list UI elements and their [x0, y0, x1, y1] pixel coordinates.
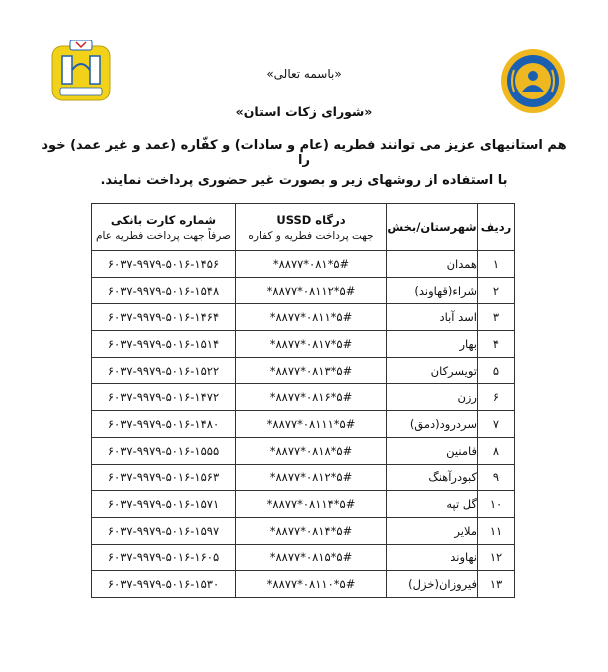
row-number: ۸: [478, 437, 515, 464]
row-number: ۱: [478, 251, 515, 278]
row-number: ۶: [478, 384, 515, 411]
row-number: ۵: [478, 357, 515, 384]
table-row: [92, 251, 515, 278]
card-number: ۶۰۳۷-۹۹۷۹-۵۰۱۶-۱۵۹۷: [92, 517, 236, 544]
table-row: [92, 277, 515, 304]
ussd-code: *۸۸۷۷*۰۸۱۱*۵#: [236, 304, 387, 331]
table-row: [92, 517, 515, 544]
row-number: ۷: [478, 411, 515, 438]
table-row: [92, 331, 515, 358]
header-card-subtitle: صرفاً جهت پرداخت فطریه عام: [96, 229, 231, 242]
row-number: ۴: [478, 331, 515, 358]
city-name: همدان: [387, 251, 478, 278]
row-number: ۱۲: [478, 544, 515, 571]
table-row: [92, 544, 515, 571]
card-number: ۶۰۳۷-۹۹۷۹-۵۰۱۶-۱۵۶۳: [92, 464, 236, 491]
header-city-label: شهرستان/بخش: [387, 220, 477, 234]
ussd-code: *۸۸۷۷*۰۸۱*۵#: [236, 251, 387, 278]
card-number: ۶۰۳۷-۹۹۷۹-۵۰۱۶-۱۵۷۱: [92, 491, 236, 518]
payment-table: [91, 203, 515, 598]
city-name: نهاوند: [387, 544, 478, 571]
row-number: ۹: [478, 464, 515, 491]
intro-line-1: هم استانیهای عزیز می توانند فطریه (عام و سادات) و کفّاره (عمد و غیر عمد) خود را: [41, 138, 567, 168]
header-row-number: [478, 204, 515, 251]
row-number: ۱۰: [478, 491, 515, 518]
bismillah-heading: «باسمه تعالی»: [266, 67, 342, 81]
row-number: ۱۳: [478, 571, 515, 598]
ussd-code: *۸۸۷۷*۰۸۱۱۱*۵#: [236, 411, 387, 438]
intro-line-2: با استفاده از روشهای زیر و بصورت غیر حضوری پرداخت نمایند.: [100, 173, 508, 188]
city-name: فیروزان(خزل): [387, 571, 478, 598]
table-row: [92, 464, 515, 491]
table-row: [92, 384, 515, 411]
city-name: اسد آباد: [387, 304, 478, 331]
table-row: [92, 304, 515, 331]
city-name: بهار: [387, 331, 478, 358]
header-ussd-subtitle: جهت پرداخت فطریه و کفاره: [248, 229, 374, 242]
card-number: ۶۰۳۷-۹۹۷۹-۵۰۱۶-۱۴۵۶: [92, 251, 236, 278]
card-number: ۶۰۳۷-۹۹۷۹-۵۰۱۶-۱۴۷۲: [92, 384, 236, 411]
card-number: ۶۰۳۷-۹۹۷۹-۵۰۱۶-۱۶۰۵: [92, 544, 236, 571]
card-number: ۶۰۳۷-۹۹۷۹-۵۰۱۶-۱۵۴۸: [92, 277, 236, 304]
row-number: ۲: [478, 277, 515, 304]
city-name: سردرود(دمق): [387, 411, 478, 438]
card-number: ۶۰۳۷-۹۹۷۹-۵۰۱۶-۱۵۲۲: [92, 357, 236, 384]
city-name: تویسرکان: [387, 357, 478, 384]
city-name: فامنین: [387, 437, 478, 464]
city-name: ملایر: [387, 517, 478, 544]
table-row: [92, 491, 515, 518]
ussd-code: *۸۸۷۷*۰۸۱۵*۵#: [236, 544, 387, 571]
row-number: ۱۱: [478, 517, 515, 544]
table-header-row: [92, 204, 515, 251]
ussd-code: *۸۸۷۷*۰۸۱۸*۵#: [236, 437, 387, 464]
card-number: ۶۰۳۷-۹۹۷۹-۵۰۱۶-۱۴۶۴: [92, 304, 236, 331]
card-number: ۶۰۳۷-۹۹۷۹-۵۰۱۶-۱۴۸۰: [92, 411, 236, 438]
ussd-code: *۸۸۷۷*۰۸۱۱۰*۵#: [236, 571, 387, 598]
card-number: ۶۰۳۷-۹۹۷۹-۵۰۱۶-۱۵۳۰: [92, 571, 236, 598]
ussd-code: *۸۸۷۷*۰۸۱۷*۵#: [236, 331, 387, 358]
ussd-code: *۸۸۷۷*۰۸۱۶*۵#: [236, 384, 387, 411]
ussd-code: *۸۸۷۷*۰۸۱۱۴*۵#: [236, 491, 387, 518]
city-name: رزن: [387, 384, 478, 411]
ussd-code: *۸۸۷۷*۰۸۱۳*۵#: [236, 357, 387, 384]
card-number: ۶۰۳۷-۹۹۷۹-۵۰۱۶-۱۵۵۵: [92, 437, 236, 464]
city-name: کبودرآهنگ: [387, 464, 478, 491]
header-ussd-title: درگاه USSD: [276, 212, 346, 227]
ussd-code: *۸۸۷۷*۰۸۱۱۲*۵#: [236, 277, 387, 304]
row-number: ۳: [478, 304, 515, 331]
header-city: [387, 204, 478, 251]
table-row: [92, 411, 515, 438]
city-name: شراء(قهاوند): [387, 277, 478, 304]
header-row-number-label: ردیف: [480, 220, 512, 234]
header-card-title: شماره کارت بانکی: [110, 212, 217, 227]
table-row: [92, 357, 515, 384]
ussd-code: *۸۸۷۷*۰۸۱۲*۵#: [236, 464, 387, 491]
city-name: گل تپه: [387, 491, 478, 518]
table-row: [92, 571, 515, 598]
council-title: «شورای زکات استان»: [235, 104, 373, 119]
table-row: [92, 437, 515, 464]
header-ussd: [236, 204, 387, 251]
ussd-code: *۸۸۷۷*۰۸۱۴*۵#: [236, 517, 387, 544]
card-number: ۶۰۳۷-۹۹۷۹-۵۰۱۶-۱۵۱۴: [92, 331, 236, 358]
header-card: [92, 204, 236, 251]
